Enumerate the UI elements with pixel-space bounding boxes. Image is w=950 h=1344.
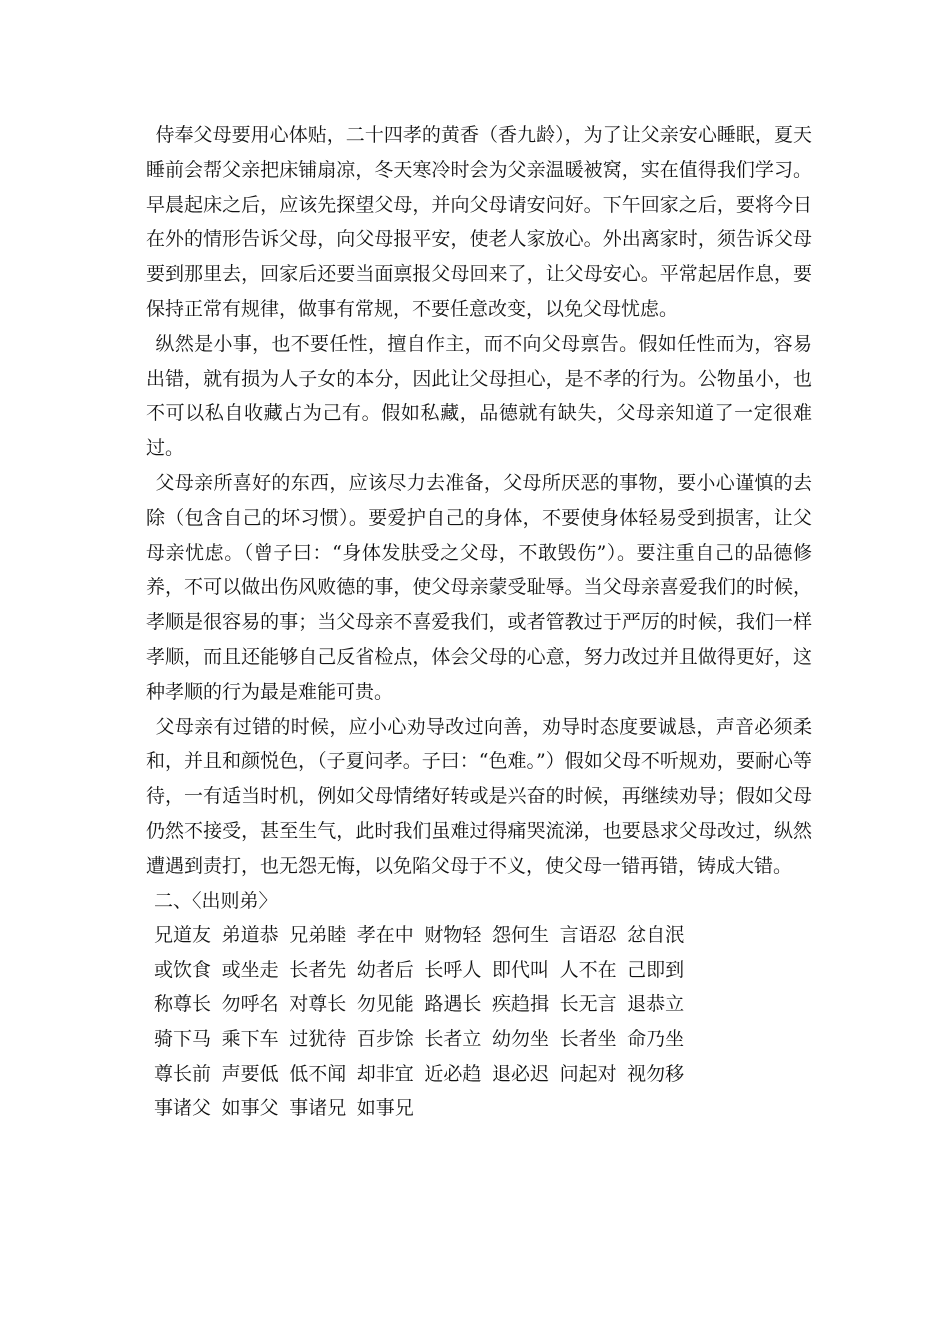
verse-phrase: 尊长前 — [154, 1062, 212, 1085]
verse-phrase: 长者先 — [289, 958, 347, 981]
verse-phrase: 疾趋揖 — [491, 993, 549, 1016]
verse-phrase: 幼勿坐 — [491, 1028, 549, 1051]
verse-line — [154, 988, 812, 1023]
verse-phrase: 人不在 — [559, 958, 617, 981]
verse-phrase: 如事兄 — [356, 1097, 414, 1120]
verse-phrase: 弟道恭 — [221, 924, 279, 947]
verse-phrase: 或饮食 — [154, 958, 212, 981]
verse-phrase: 长者立 — [424, 1028, 482, 1051]
section-heading: 二、〈出则弟〉 — [154, 889, 278, 912]
verse-phrase: 过犹待 — [289, 1028, 347, 1051]
verse-phrase: 退恭立 — [627, 993, 685, 1016]
verse-phrase: 退必迟 — [491, 1062, 549, 1085]
verse-phrase: 勿见能 — [356, 993, 414, 1016]
verse-phrase: 兄弟睦 — [289, 924, 347, 947]
verse-phrase: 即代叫 — [491, 958, 549, 981]
verse-phrase: 事诸父 — [154, 1097, 212, 1120]
paragraph-parents-likes: 父母亲所喜好的东西，应该尽力去准备，父母所厌恶的事物，要小心谨慎的去除（包含自己的坏习惯）。要爱护自己的身体，不要使身体轻易受到损害，让父母亲忧虑。（曾子曰：“身体发肤受之父母，不敢毁伤”）。要注重自己的品德修养，不可以做出伤风败德的事，使父母亲蒙受耻辱。当父母亲喜爱我们的时候，孝顺是很容易的事；当父母亲不喜爱我们，或者管教过于严厉的时候，我们一样孝顺，而且还能够自己反省检点，体会父母的心意，努力改过并且做得更好，这种孝顺的行为最是难能可贵。 — [146, 471, 812, 703]
verse-phrase: 或坐走 — [221, 958, 279, 981]
verse-phrase: 百步馀 — [356, 1028, 414, 1051]
verse-phrase: 问起对 — [559, 1062, 617, 1085]
verse-block — [146, 918, 812, 1126]
verse-phrase: 长者坐 — [559, 1028, 617, 1051]
verse-phrase: 怨何生 — [491, 924, 549, 947]
verse-phrase: 骑下马 — [154, 1028, 212, 1051]
verse-line — [154, 1022, 812, 1057]
verse-phrase: 孝在中 — [356, 924, 414, 947]
verse-phrase: 言语忍 — [559, 924, 617, 947]
verse-phrase: 视勿移 — [627, 1062, 685, 1085]
verse-line — [154, 953, 812, 988]
verse-phrase: 勿呼名 — [221, 993, 279, 1016]
verse-phrase: 乘下车 — [221, 1028, 279, 1051]
verse-phrase: 近必趋 — [424, 1062, 482, 1085]
verse-line — [154, 1057, 812, 1092]
verse-phrase: 财物轻 — [424, 924, 482, 947]
paragraph-parents-faults: 父母亲有过错的时候，应小心劝导改过向善，劝导时态度要诚恳，声音必须柔和，并且和颜悦色，（子夏问孝。子曰：“色难。”）假如父母不听规劝，要耐心等待，一有适当时机，例如父母情绪好转或是兴奋的时候，再继续劝导；假如父母仍然不接受，甚至生气，此时我们虽难过得痛哭流涕，也要恳求父母改过，纵然遭遇到责打，也无怨无悔，以免陷父母于不义，使父母一错再错，铸成大错。 — [146, 715, 812, 877]
verse-phrase: 兄道友 — [154, 924, 212, 947]
verse-phrase: 事诸兄 — [289, 1097, 347, 1120]
verse-line — [154, 918, 812, 953]
verse-phrase: 声要低 — [221, 1062, 279, 1085]
verse-phrase: 却非宜 — [356, 1062, 414, 1085]
verse-phrase: 对尊长 — [289, 993, 347, 1016]
verse-line — [154, 1091, 812, 1126]
verse-phrase: 低不闻 — [289, 1062, 347, 1085]
verse-phrase: 忿自泯 — [627, 924, 685, 947]
verse-phrase: 称尊长 — [154, 993, 212, 1016]
verse-phrase: 路遇长 — [424, 993, 482, 1016]
verse-phrase: 幼者后 — [356, 958, 414, 981]
verse-phrase: 长呼人 — [424, 958, 482, 981]
paragraph-small-matters: 纵然是小事，也不要任性，擅自作主，而不向父母禀告。假如任性而为，容易出错，就有损为人子女的本分，因此让父母担心，是不孝的行为。公物虽小，也不可以私自收藏占为己有。假如私藏，品德就有缺失，父母亲知道了一定很难过。 — [146, 332, 812, 460]
verse-phrase: 命乃坐 — [627, 1028, 685, 1051]
verse-phrase: 长无言 — [559, 993, 617, 1016]
verse-phrase: 己即到 — [627, 958, 685, 981]
document-body — [146, 118, 812, 1126]
verse-phrase: 如事父 — [221, 1097, 279, 1120]
paragraph-serving-parents: 侍奉父母要用心体贴，二十四孝的黄香（香九龄），为了让父亲安心睡眠，夏天睡前会帮父亲把床铺扇凉，冬天寒冷时会为父亲温暖被窝，实在值得我们学习。早晨起床之后，应该先探望父母，并向父母请安问好。下午回家之后，要将今日在外的情形告诉父母，向父母报平安，使老人家放心。外出离家时，须告诉父母要到那里去，回家后还要当面禀报父母回来了，让父母安心。平常起居作息，要保持正常有规律，做事有常规，不要任意改变，以免父母忧虑。 — [146, 124, 812, 320]
